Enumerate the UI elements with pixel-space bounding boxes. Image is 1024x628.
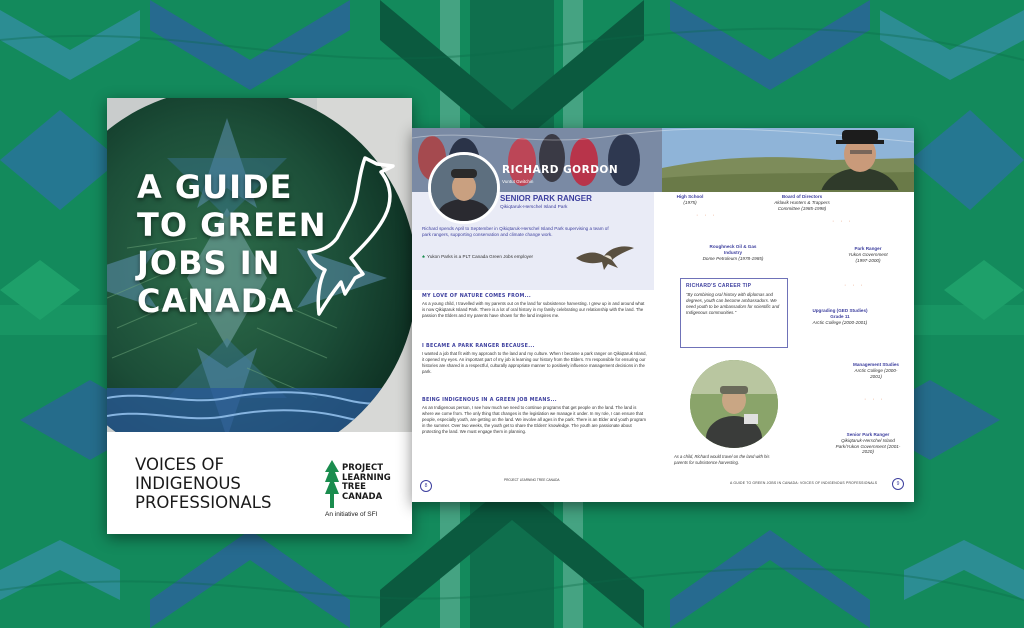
hawk-icon [574,240,636,274]
richard-portrait [428,152,500,224]
guide-cover [107,98,412,534]
cover-title: A GUIDE TO GREEN JOBS IN CANADA [137,168,327,320]
timeline-dots: · · · [832,218,853,225]
employer-text: Yukon Parks is a PLT Canada Green Jobs employer [427,254,534,259]
timeline-item: Park Ranger Yukon Government (1997-2000) [848,246,888,263]
profile-role: SENIOR PARK RANGER [500,194,592,203]
career-tip-quote: "By combining oral history with diplomas and degrees, youth can become ambassadors. We need youth to be ambassadors for scientific and Indigenous communities." [686,292,780,315]
profile-place: Qikiqtaruk-Herschel Island Park [500,205,568,210]
footer-logos: PROJECT LEARNING TREE CANADA [504,478,560,482]
career-tip-box [680,278,788,348]
section-heading: MY LOVE OF NATURE COMES FROM... [422,294,531,299]
section-body: As a young child, I travelled with my parents out on the land for subsistence harvesting. I grew up in and around what is now Qikiqtaruk Island Park. There is a lot of oral history in my family celebrating our relationship with the land. The passion the Elders and my parents have shown for the land inspires me. [422,301,645,319]
section-body: I wanted a job that fit with my approach to the land and my culture. When I became a park ranger on Qikiqtaruk Island, it opened my eyes. An important part of my job is learning our history from the Elders. I'm responsible for ensuring our histories are shared in a respectful, culturally appropriate manner to positively influence management decisions in the park. [422,351,647,375]
cover-subtitle: VOICES OF INDIGENOUS PROFESSIONALS [135,455,272,512]
timeline-dots: · · · [696,212,717,219]
section-heading: I BECAME A PARK RANGER BECAUSE... [422,344,535,349]
timeline-item: Board of Directors Aklavik Hunters & Trappers Committee (1985-1998) [774,194,830,211]
timeline-item: Management Studies Arctic College (2000-2001) [853,362,899,379]
ranger-portrait-photo [800,128,914,190]
timeline-item: Roughneck Oil & Gas Industry Dome Petroleum (1978-1985) [702,244,764,261]
section-heading: BEING INDIGENOUS IN A GREEN JOB MEANS... [422,398,557,403]
timeline-dots: · · · [864,396,885,403]
profile-name: RICHARD GORDON [502,164,619,176]
page-number-right: 9 [892,478,904,490]
land-travel-photo [690,360,778,448]
timeline-dots: · · · [844,282,865,289]
pine-icon: ♣ [422,254,426,259]
footer-running-title: A GUIDE TO GREEN JOBS IN CANADA: VOICES OF INDIGENOUS PROFESSIONALS [730,481,878,485]
plt-initiative-text: An initiative of SFI [325,511,378,518]
cover-artwork [107,98,412,432]
timeline-item: High School (1975) [676,194,704,205]
section-park-ranger [422,344,648,375]
section-nature [422,294,648,319]
page-number-left: 8 [420,480,432,492]
plt-logo-text: PROJECT LEARNING TREE CANADA [342,463,391,502]
tree-icon [325,460,339,508]
profile-intro: Richard spends April to September in Qikiqtaruk-Herschel Island Park supervising a team of park rangers, supporting conservation and climate change work. [422,226,609,238]
guide-spread [412,128,914,502]
section-indigenous [422,398,648,435]
profile-nation: Vuntut Gwitchin [502,179,534,184]
timeline-item: Upgrading (GED Studies) Grade 11 Arctic College (2000-2001) [812,308,868,325]
career-tip-heading: RICHARD'S CAREER TIP [686,283,752,289]
section-body: As an Indigenous person, I see how much we need to continue programs that get people on the land. The land is where we come from. The only thing that changes is the legislation we manage it under. In my role, I can ensure that people, especially youth, are getting on the land. We involve all ages in the park. There is an Elder and youth program in the summer. Over two weeks, the youth get to share the Elders' knowledge. The youth are passionate about protecting the land. We must engage them in planning. [422,405,646,435]
employer-line [422,254,533,259]
photo-caption: As a child, Richard would travel on the land with his parents for subsistence harvesting. [674,454,770,465]
timeline-item: Senior Park Ranger Qikiqtaruk-Herschel Island Park/Yukon Government (2001-2020) [835,432,901,455]
